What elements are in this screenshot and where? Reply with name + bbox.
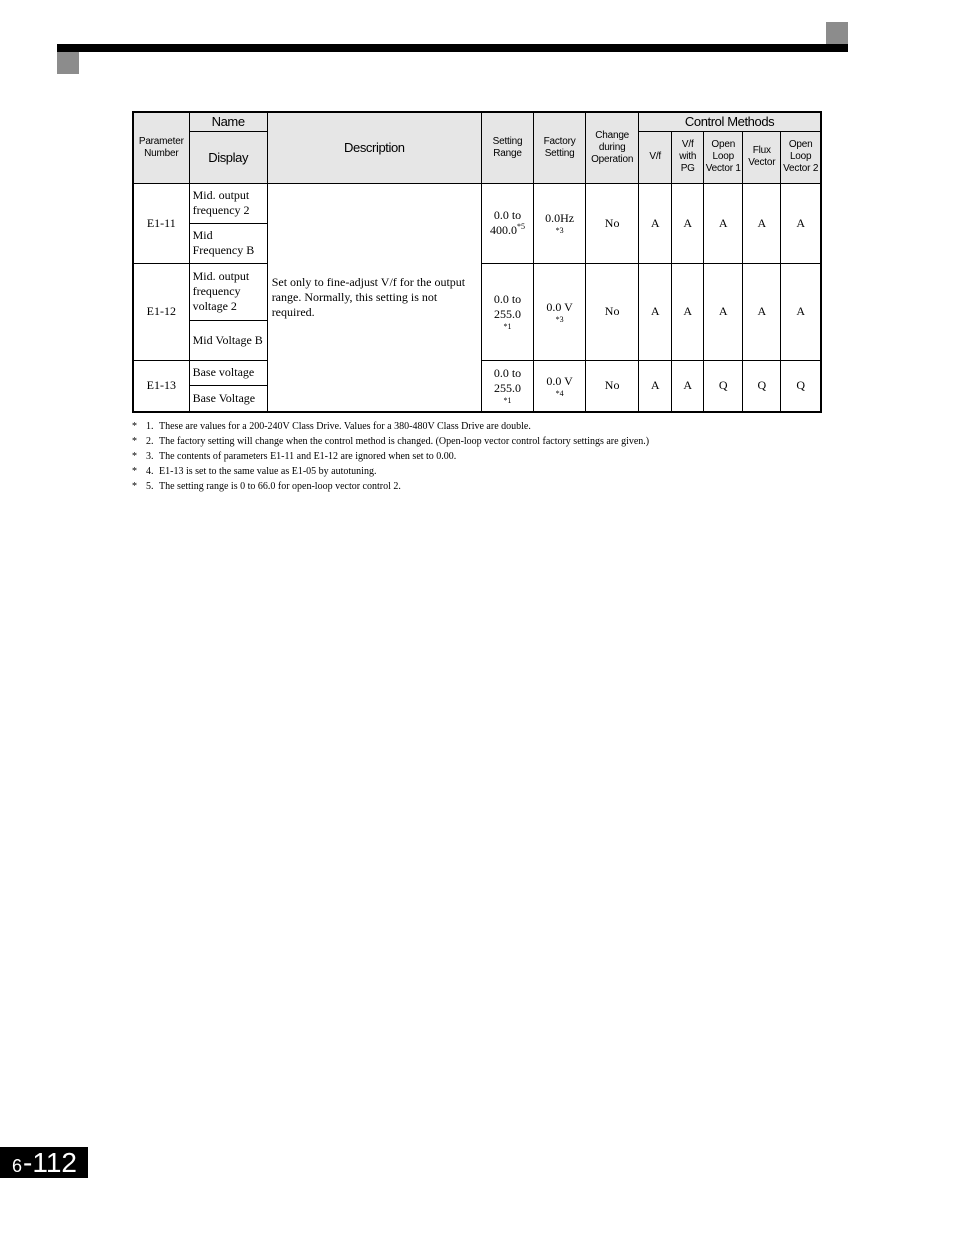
param-number: E1-12 [133, 263, 189, 360]
method-olv2: A [781, 183, 821, 263]
col-header-param-number: Parameter Number [133, 112, 189, 183]
param-number: E1-13 [133, 360, 189, 412]
factory-setting: 0.0Hz *3 [534, 183, 586, 263]
method-vf: A [639, 360, 672, 412]
change-during-operation: No [586, 183, 639, 263]
setting-range: 0.0 to 255.0 *1 [481, 360, 533, 412]
col-header-name: Name [189, 112, 267, 131]
change-during-operation: No [586, 263, 639, 360]
col-header-change-during-operation: Change during Operation [586, 112, 639, 183]
change-during-operation: No [586, 360, 639, 412]
method-olv1: A [704, 263, 743, 360]
param-name: Mid. output frequency voltage 2 [189, 263, 267, 320]
setting-range: 0.0 to 400.0$^{*5}$ [481, 183, 533, 263]
factory-setting: 0.0 V *4 [534, 360, 586, 412]
col-header-open-loop-vector-2: Open Loop Vector 2 [781, 131, 821, 183]
param-name: Mid. output frequency 2 [189, 183, 267, 223]
factory-setting: 0.0 V *3 [534, 263, 586, 360]
method-vf-pg: A [672, 183, 704, 263]
col-header-description: Description [267, 112, 481, 183]
method-olv2: Q [781, 360, 821, 412]
param-display: Base Voltage [189, 385, 267, 412]
col-header-vf-with-pg: V/f with PG [672, 131, 704, 183]
method-vf: A [639, 263, 672, 360]
footnote: * 4. E1-13 is set to the same value as E1-05 by autotuning. [132, 466, 377, 477]
col-header-vf: V/f [639, 131, 672, 183]
method-vf-pg: A [672, 360, 704, 412]
page-index: -112 [23, 1147, 77, 1178]
col-header-control-methods: Control Methods [639, 112, 821, 131]
footnote: * 1. These are values for a 200-240V Class Drive. Values for a 380-480V Class Drive are double. [132, 421, 531, 432]
footnote: * 2. The factory setting will change when the control method is changed. (Open-loop vector control factory settings are given.) [132, 436, 650, 447]
header-rule [57, 44, 848, 52]
method-flux: Q [743, 360, 781, 412]
page-number [0, 1147, 88, 1178]
col-header-setting-range: Setting Range [481, 112, 533, 183]
param-name: Base voltage [189, 360, 267, 385]
footnote: * 3. The contents of parameters E1-11 and E1-12 are ignored when set to 0.00. [132, 451, 457, 462]
setting-range: 0.0 to 255.0 *1 [481, 263, 533, 360]
page-chapter: 6 [12, 1156, 23, 1176]
footnote: * 5. The setting range is 0 to 66.0 for open-loop vector control 2. [132, 481, 401, 492]
col-header-open-loop-vector-1: Open Loop Vector 1 [704, 131, 743, 183]
param-display: Mid Voltage B [189, 320, 267, 360]
footnotes [132, 419, 832, 494]
method-flux: A [743, 183, 781, 263]
method-vf: A [639, 183, 672, 263]
method-olv1: Q [704, 360, 743, 412]
col-header-display: Display [189, 131, 267, 183]
chapter-tab-right [826, 22, 848, 44]
method-flux: A [743, 263, 781, 360]
param-display: Mid Frequency B [189, 223, 267, 263]
parameter-table [132, 111, 822, 413]
method-olv2: A [781, 263, 821, 360]
method-vf-pg: A [672, 263, 704, 360]
table-row [133, 183, 821, 223]
chapter-tab-left [57, 52, 79, 74]
method-olv1: A [704, 183, 743, 263]
param-description: Set only to fine-adjust V/f for the output range. Normally, this setting is not required. [267, 183, 481, 412]
param-number: E1-11 [133, 183, 189, 263]
col-header-flux-vector: Flux Vector [743, 131, 781, 183]
col-header-factory-setting: Factory Setting [534, 112, 586, 183]
